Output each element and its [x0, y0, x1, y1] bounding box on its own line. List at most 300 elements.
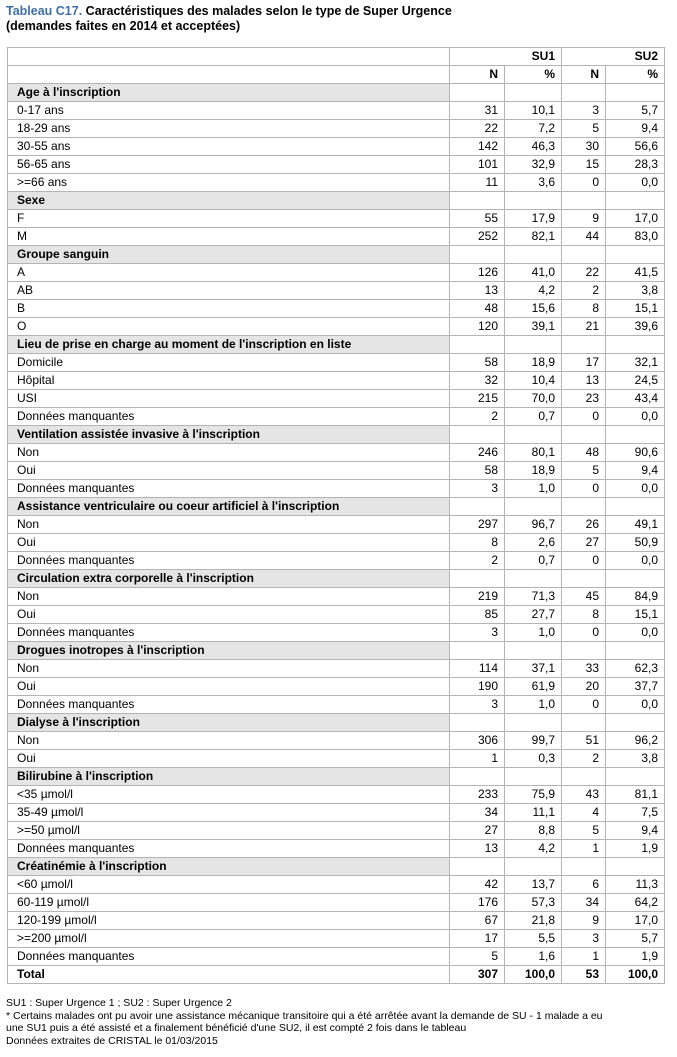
- su1-count: 2: [450, 408, 505, 426]
- footnotes: [6, 997, 670, 1047]
- su2-count: 8: [562, 300, 606, 318]
- table-row: [8, 300, 665, 318]
- su1-percent: 0,3: [505, 750, 562, 768]
- table-row: [8, 372, 665, 390]
- su1-count: 306: [450, 732, 505, 750]
- table-row: [8, 120, 665, 138]
- section-title: Groupe sanguin: [8, 246, 450, 264]
- section-title: Dialyse à l'inscription: [8, 714, 450, 732]
- su2-count: 5: [562, 462, 606, 480]
- row-label: Non: [8, 516, 450, 534]
- section-header-row: [8, 336, 665, 354]
- table-row: [8, 174, 665, 192]
- su1-percent: 99,7: [505, 732, 562, 750]
- su2-count: 0: [562, 408, 606, 426]
- su1-count: 13: [450, 840, 505, 858]
- row-label: F: [8, 210, 450, 228]
- su1-percent: 8,8: [505, 822, 562, 840]
- su1-percent: 11,1: [505, 804, 562, 822]
- su2-count: 3: [562, 102, 606, 120]
- section-title: Sexe: [8, 192, 450, 210]
- su2-count: 9: [562, 912, 606, 930]
- su2-count: 23: [562, 390, 606, 408]
- su2-count: 26: [562, 516, 606, 534]
- table-row: [8, 138, 665, 156]
- row-label: Données manquantes: [8, 552, 450, 570]
- table-row: [8, 624, 665, 642]
- su1-percent: 71,3: [505, 588, 562, 606]
- table-row: [8, 750, 665, 768]
- su1-count: 297: [450, 516, 505, 534]
- su2-count: 1: [562, 840, 606, 858]
- su2-percent: 9,4: [606, 822, 665, 840]
- row-label: USI: [8, 390, 450, 408]
- su1-count: 3: [450, 480, 505, 498]
- su2-count: 0: [562, 552, 606, 570]
- su2-count: 48: [562, 444, 606, 462]
- header-su2: SU2: [562, 48, 665, 66]
- su1-percent: 32,9: [505, 156, 562, 174]
- table-row: [8, 534, 665, 552]
- section-empty-cell: [450, 714, 505, 732]
- su1-percent: 18,9: [505, 354, 562, 372]
- su1-count: 120: [450, 318, 505, 336]
- su1-count: 67: [450, 912, 505, 930]
- su2-count: 2: [562, 282, 606, 300]
- su1-count: 101: [450, 156, 505, 174]
- total-su2-count: 53: [562, 966, 606, 984]
- su2-percent: 1,9: [606, 948, 665, 966]
- su1-percent: 75,9: [505, 786, 562, 804]
- row-label: AB: [8, 282, 450, 300]
- su1-percent: 80,1: [505, 444, 562, 462]
- su1-count: 17: [450, 930, 505, 948]
- row-label: M: [8, 228, 450, 246]
- su2-count: 5: [562, 822, 606, 840]
- su2-percent: 0,0: [606, 174, 665, 192]
- header-n-su2: N: [562, 66, 606, 84]
- su2-percent: 90,6: [606, 444, 665, 462]
- section-header-row: [8, 642, 665, 660]
- section-empty-cell: [562, 336, 606, 354]
- section-empty-cell: [450, 570, 505, 588]
- row-label: >=50 µmol/l: [8, 822, 450, 840]
- su2-percent: 64,2: [606, 894, 665, 912]
- total-su1-count: 307: [450, 966, 505, 984]
- title-line-1: [6, 4, 452, 19]
- table-row: [8, 354, 665, 372]
- su1-percent: 39,1: [505, 318, 562, 336]
- header-n-su1: N: [450, 66, 505, 84]
- su1-percent: 4,2: [505, 840, 562, 858]
- su1-percent: 10,4: [505, 372, 562, 390]
- su1-count: 126: [450, 264, 505, 282]
- row-label: A: [8, 264, 450, 282]
- su2-count: 2: [562, 750, 606, 768]
- section-empty-cell: [450, 858, 505, 876]
- su1-percent: 10,1: [505, 102, 562, 120]
- row-label: Non: [8, 444, 450, 462]
- su1-count: 252: [450, 228, 505, 246]
- section-empty-cell: [606, 246, 665, 264]
- su1-count: 1: [450, 750, 505, 768]
- section-empty-cell: [606, 768, 665, 786]
- section-title: Age à l'inscription: [8, 84, 450, 102]
- section-header-row: [8, 192, 665, 210]
- su1-percent: 61,9: [505, 678, 562, 696]
- su1-count: 142: [450, 138, 505, 156]
- su1-count: 190: [450, 678, 505, 696]
- row-label: 120-199 µmol/l: [8, 912, 450, 930]
- section-empty-cell: [505, 336, 562, 354]
- su2-count: 51: [562, 732, 606, 750]
- section-empty-cell: [450, 426, 505, 444]
- su1-count: 8: [450, 534, 505, 552]
- su2-percent: 84,9: [606, 588, 665, 606]
- table-row: [8, 462, 665, 480]
- su2-count: 45: [562, 588, 606, 606]
- su1-percent: 1,0: [505, 696, 562, 714]
- row-label: Hôpital: [8, 372, 450, 390]
- su1-count: 114: [450, 660, 505, 678]
- table-row: [8, 156, 665, 174]
- row-label: <60 µmol/l: [8, 876, 450, 894]
- su1-count: 3: [450, 696, 505, 714]
- row-label: 35-49 µmol/l: [8, 804, 450, 822]
- section-title: Lieu de prise en charge au moment de l'inscription en liste: [8, 336, 450, 354]
- table-row: [8, 840, 665, 858]
- su2-count: 0: [562, 174, 606, 192]
- section-empty-cell: [606, 426, 665, 444]
- table-row: [8, 390, 665, 408]
- row-label: <35 µmol/l: [8, 786, 450, 804]
- su2-percent: 9,4: [606, 462, 665, 480]
- su2-count: 8: [562, 606, 606, 624]
- su2-percent: 96,2: [606, 732, 665, 750]
- row-label: 60-119 µmol/l: [8, 894, 450, 912]
- su1-percent: 37,1: [505, 660, 562, 678]
- table-row: [8, 876, 665, 894]
- row-label: 0-17 ans: [8, 102, 450, 120]
- su1-count: 3: [450, 624, 505, 642]
- su1-count: 22: [450, 120, 505, 138]
- table-row: [8, 552, 665, 570]
- su1-percent: 46,3: [505, 138, 562, 156]
- su2-count: 22: [562, 264, 606, 282]
- row-label: >=200 µmol/l: [8, 930, 450, 948]
- su2-count: 6: [562, 876, 606, 894]
- su2-percent: 24,5: [606, 372, 665, 390]
- su2-percent: 28,3: [606, 156, 665, 174]
- su1-percent: 1,6: [505, 948, 562, 966]
- section-empty-cell: [505, 192, 562, 210]
- title-line-2: (demandes faites en 2014 et acceptées): [6, 19, 241, 33]
- su1-count: 219: [450, 588, 505, 606]
- su1-percent: 96,7: [505, 516, 562, 534]
- row-label: Données manquantes: [8, 948, 450, 966]
- table-row: [8, 588, 665, 606]
- row-label: Oui: [8, 462, 450, 480]
- su2-percent: 5,7: [606, 930, 665, 948]
- header-pct-su1: %: [505, 66, 562, 84]
- section-title: Assistance ventriculaire ou coeur artificiel à l'inscription: [8, 498, 450, 516]
- section-empty-cell: [505, 714, 562, 732]
- section-empty-cell: [450, 336, 505, 354]
- su2-count: 34: [562, 894, 606, 912]
- header-empty-cell: [8, 66, 450, 84]
- row-label: 56-65 ans: [8, 156, 450, 174]
- su1-count: 48: [450, 300, 505, 318]
- table-row: [8, 732, 665, 750]
- section-header-row: [8, 84, 665, 102]
- table-row: [8, 210, 665, 228]
- section-empty-cell: [450, 246, 505, 264]
- su2-percent: 50,9: [606, 534, 665, 552]
- su1-percent: 0,7: [505, 552, 562, 570]
- row-label: Données manquantes: [8, 480, 450, 498]
- su1-count: 31: [450, 102, 505, 120]
- section-empty-cell: [450, 192, 505, 210]
- section-header-row: [8, 246, 665, 264]
- section-empty-cell: [505, 498, 562, 516]
- su2-percent: 62,3: [606, 660, 665, 678]
- section-title: Drogues inotropes à l'inscription: [8, 642, 450, 660]
- su1-count: 2: [450, 552, 505, 570]
- su2-percent: 3,8: [606, 282, 665, 300]
- su1-percent: 17,9: [505, 210, 562, 228]
- section-empty-cell: [562, 570, 606, 588]
- su2-percent: 1,9: [606, 840, 665, 858]
- su2-percent: 43,4: [606, 390, 665, 408]
- su2-count: 17: [562, 354, 606, 372]
- section-header-row: [8, 498, 665, 516]
- footnote-note-1: * Certains malades ont pu avoir une assistance mécanique transitoire qui a été arrêtée avant la demande de SU - 1 malade a eu: [6, 1009, 603, 1022]
- section-empty-cell: [505, 570, 562, 588]
- su2-percent: 0,0: [606, 552, 665, 570]
- su2-count: 3: [562, 930, 606, 948]
- row-label: B: [8, 300, 450, 318]
- su1-count: 233: [450, 786, 505, 804]
- table-number: Tableau C17.: [6, 4, 83, 18]
- su1-percent: 82,1: [505, 228, 562, 246]
- section-empty-cell: [562, 192, 606, 210]
- table-row: [8, 264, 665, 282]
- footnote-legend: SU1 : Super Urgence 1 ; SU2 : Super Urgence 2: [6, 997, 232, 1009]
- table-row: [8, 228, 665, 246]
- su1-percent: 41,0: [505, 264, 562, 282]
- table-row: [8, 822, 665, 840]
- su2-percent: 81,1: [606, 786, 665, 804]
- table-row: [8, 912, 665, 930]
- section-empty-cell: [505, 426, 562, 444]
- table-row: [8, 948, 665, 966]
- footnote-source: Données extraites de CRISTAL le 01/03/2015: [6, 1034, 218, 1047]
- su2-count: 4: [562, 804, 606, 822]
- su2-count: 43: [562, 786, 606, 804]
- table-row: [8, 516, 665, 534]
- section-empty-cell: [606, 858, 665, 876]
- section-title: Ventilation assistée invasive à l'inscription: [8, 426, 450, 444]
- su1-count: 32: [450, 372, 505, 390]
- table-row: [8, 804, 665, 822]
- su2-count: 27: [562, 534, 606, 552]
- section-empty-cell: [505, 84, 562, 102]
- su1-count: 13: [450, 282, 505, 300]
- su2-count: 44: [562, 228, 606, 246]
- su1-percent: 15,6: [505, 300, 562, 318]
- section-empty-cell: [606, 192, 665, 210]
- total-su1-percent: 100,0: [505, 966, 562, 984]
- su2-percent: 37,7: [606, 678, 665, 696]
- table-row: [8, 408, 665, 426]
- table-row: [8, 660, 665, 678]
- section-empty-cell: [505, 246, 562, 264]
- su2-percent: 0,0: [606, 408, 665, 426]
- section-title: Créatinémie à l'inscription: [8, 858, 450, 876]
- su2-percent: 0,0: [606, 696, 665, 714]
- section-header-row: [8, 426, 665, 444]
- su1-percent: 70,0: [505, 390, 562, 408]
- title-text: Caractéristiques des malades selon le type de Super Urgence: [82, 4, 452, 18]
- su2-percent: 83,0: [606, 228, 665, 246]
- su2-percent: 41,5: [606, 264, 665, 282]
- total-row: [8, 966, 665, 984]
- su2-percent: 17,0: [606, 912, 665, 930]
- su1-count: 85: [450, 606, 505, 624]
- su2-percent: 0,0: [606, 624, 665, 642]
- section-empty-cell: [606, 84, 665, 102]
- su1-percent: 13,7: [505, 876, 562, 894]
- section-title: Circulation extra corporelle à l'inscription: [8, 570, 450, 588]
- header-pct-su2: %: [606, 66, 665, 84]
- table-row: [8, 606, 665, 624]
- row-label: Oui: [8, 534, 450, 552]
- su1-percent: 57,3: [505, 894, 562, 912]
- su2-percent: 15,1: [606, 606, 665, 624]
- header-sub-row: [8, 66, 665, 84]
- su1-percent: 2,6: [505, 534, 562, 552]
- section-empty-cell: [606, 498, 665, 516]
- row-label: 30-55 ans: [8, 138, 450, 156]
- su2-percent: 3,8: [606, 750, 665, 768]
- su1-count: 176: [450, 894, 505, 912]
- su2-percent: 32,1: [606, 354, 665, 372]
- header-su1: SU1: [450, 48, 562, 66]
- section-empty-cell: [450, 642, 505, 660]
- table-row: [8, 102, 665, 120]
- su1-percent: 3,6: [505, 174, 562, 192]
- section-empty-cell: [606, 570, 665, 588]
- su2-percent: 0,0: [606, 480, 665, 498]
- header-group-row: [8, 48, 665, 66]
- table-row: [8, 318, 665, 336]
- row-label: Données manquantes: [8, 840, 450, 858]
- section-empty-cell: [450, 768, 505, 786]
- su1-percent: 7,2: [505, 120, 562, 138]
- section-empty-cell: [450, 84, 505, 102]
- row-label: O: [8, 318, 450, 336]
- section-header-row: [8, 768, 665, 786]
- su2-percent: 49,1: [606, 516, 665, 534]
- su2-count: 0: [562, 624, 606, 642]
- section-empty-cell: [562, 642, 606, 660]
- table-row: [8, 444, 665, 462]
- section-empty-cell: [562, 498, 606, 516]
- su2-count: 1: [562, 948, 606, 966]
- su2-percent: 15,1: [606, 300, 665, 318]
- row-label: Oui: [8, 606, 450, 624]
- table-row: [8, 480, 665, 498]
- su1-count: 11: [450, 174, 505, 192]
- su2-percent: 17,0: [606, 210, 665, 228]
- section-empty-cell: [562, 246, 606, 264]
- header-empty-cell: [8, 48, 450, 66]
- su1-count: 34: [450, 804, 505, 822]
- row-label: Données manquantes: [8, 408, 450, 426]
- table-row: [8, 894, 665, 912]
- su2-count: 9: [562, 210, 606, 228]
- su1-percent: 1,0: [505, 480, 562, 498]
- su2-count: 15: [562, 156, 606, 174]
- row-label: Oui: [8, 678, 450, 696]
- su1-percent: 5,5: [505, 930, 562, 948]
- table-row: [8, 930, 665, 948]
- su1-count: 58: [450, 462, 505, 480]
- row-label: Non: [8, 588, 450, 606]
- table-row: [8, 282, 665, 300]
- section-header-row: [8, 570, 665, 588]
- section-empty-cell: [606, 336, 665, 354]
- su1-count: 42: [450, 876, 505, 894]
- su2-count: 33: [562, 660, 606, 678]
- su1-percent: 1,0: [505, 624, 562, 642]
- su1-count: 5: [450, 948, 505, 966]
- section-empty-cell: [562, 768, 606, 786]
- row-label: 18-29 ans: [8, 120, 450, 138]
- row-label: >=66 ans: [8, 174, 450, 192]
- su2-percent: 5,7: [606, 102, 665, 120]
- section-empty-cell: [606, 642, 665, 660]
- su1-percent: 27,7: [505, 606, 562, 624]
- section-empty-cell: [505, 642, 562, 660]
- su2-percent: 9,4: [606, 120, 665, 138]
- section-header-row: [8, 714, 665, 732]
- total-label: Total: [8, 966, 450, 984]
- characteristics-table: [7, 47, 665, 984]
- su1-count: 246: [450, 444, 505, 462]
- table-row: [8, 678, 665, 696]
- su2-count: 20: [562, 678, 606, 696]
- su2-percent: 39,6: [606, 318, 665, 336]
- section-empty-cell: [562, 426, 606, 444]
- row-label: Oui: [8, 750, 450, 768]
- section-header-row: [8, 858, 665, 876]
- su1-percent: 18,9: [505, 462, 562, 480]
- su1-percent: 21,8: [505, 912, 562, 930]
- section-empty-cell: [562, 714, 606, 732]
- su2-count: 5: [562, 120, 606, 138]
- table-title: [6, 4, 452, 34]
- su2-percent: 11,3: [606, 876, 665, 894]
- row-label: Non: [8, 732, 450, 750]
- su1-percent: 4,2: [505, 282, 562, 300]
- su2-count: 0: [562, 696, 606, 714]
- section-empty-cell: [606, 714, 665, 732]
- table-row: [8, 696, 665, 714]
- su1-count: 55: [450, 210, 505, 228]
- su2-count: 0: [562, 480, 606, 498]
- section-empty-cell: [450, 498, 505, 516]
